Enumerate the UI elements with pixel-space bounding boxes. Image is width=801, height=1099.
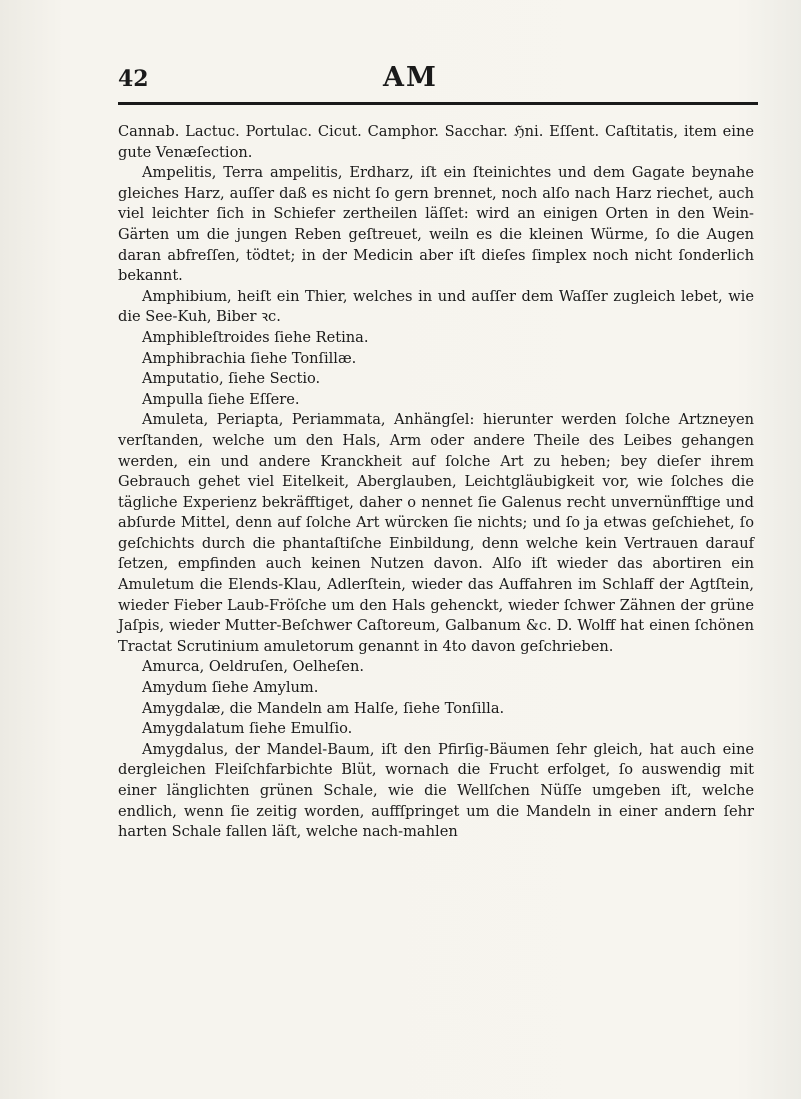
- entry-amphiblestroides: Amphibleſtroides ſiehe Retina.: [142, 328, 369, 346]
- entry-amygdalae: Amygdalæ, die Mandeln am Halſe, ſiehe Tonſilla.: [142, 699, 505, 717]
- entry-amphibium: Amphibium, heiſt ein Thier, welches in und auſſer dem Waſſer zugleich lebet, wie die See-Kuh, Biber ꝛc.: [118, 287, 754, 326]
- entry-amuleta: Amuleta, Periapta, Periammata, Anhängſel: hierunter werden ſolche Artzneyen verſtanden, welche um den Hals, Arm oder andere Theile des Leibes gehangen werden, ein und andere Kranckheit auf ſolche Art zu heben; bey dieſer ihrem Gebrauch gehet viel Eitelkeit, Aberglauben, Leichtgläubigkeit vor, wie ſolches die tägliche Experienz bekräfftiget, daher o nennet ſie Galenus recht unvernünfftige und abſurde Mittel, denn auf ſolche Art würcken ſie nichts; und ſo ja etwas geſchiehet, ſo geſchichts durch die phantaſtiſche Einbildung, denn welche kein Vertrauen darauf ſetzen, empfinden auch keinen Nutzen davon. Alſo iſt wieder das abortiren ein Amuletum die Elends-Klau, Adlerſtein, wieder das Auffahren im Schlaff der Agtſtein, wieder Fieber Laub-Fröſche um den Hals gehenckt, wieder ſchwer Zähnen der grüne Jaſpis, wieder Mutter-Beſchwer Caſtoreum, Galbanum &c. D. Wolff hat einen ſchönen Tractat Scrutinium amuletorum genannt in 4to davon geſchrieben.: [118, 411, 754, 655]
- entry-amurca: Amurca, Oeldruſen, Oelheſen.: [142, 658, 364, 676]
- entry-amygdalatum: Amygdalatum ſiehe Emulſio.: [142, 720, 353, 738]
- page-number: 42: [118, 66, 149, 92]
- entry-ampelitis: Ampelitis, Terra ampelitis, Erdharz, iſt ein ſteinichtes und dem Gagate beynahe gleiches Harz, auſſer daß es nicht ſo gern brennet, noch alſo nach Harz riechet, auch viel leichter ſich in Schiefer zertheilen läſſet: wird an einigen Orten in den Wein-Gärten um die jungen Reben geſtreuet, weiln es die kleinen Würme, ſo die Augen daran abfreſſen, tödtet; in der Medicin aber iſt dieſes ſimplex noch nicht ſonderlich bekannt.: [118, 164, 754, 285]
- running-head: AM: [383, 62, 438, 93]
- dictionary-text: [118, 122, 754, 843]
- entry-amphibrachia: Amphibrachia ſiehe Tonſillæ.: [142, 349, 357, 367]
- entry-ampulla: Ampulla ſiehe Eſſere.: [142, 390, 300, 408]
- entry-amydum: Amydum ſiehe Amylum.: [142, 679, 319, 697]
- page-header: [118, 62, 758, 110]
- header-rule: [118, 102, 758, 105]
- entry-amygdalus: Amygdalus, der Mandel-Baum, iſt den Pfirſig-Bäumen ſehr gleich, hat auch eine dergleichen Fleiſchfarbichte Blüt, wornach die Frucht erfolget, ſo auswendig mit einer länglichten grünen Schale, wie die Wellſchen Nüſſe umgeben iſt, welche endlich, wenn ſie zeitig worden, auffſpringet um die Mandeln in einer andern ſehr harten Schale fallen läſt, welche nach-mahlen: [118, 740, 754, 841]
- entry-amputatio: Amputatio, ſiehe Sectio.: [142, 370, 321, 388]
- entry-cannab: Cannab. Lactuc. Portulac. Cicut. Camphor. Sacchar. ℌni. Eſſent. Caſtitatis, item eine gute Venæſection.: [118, 123, 754, 161]
